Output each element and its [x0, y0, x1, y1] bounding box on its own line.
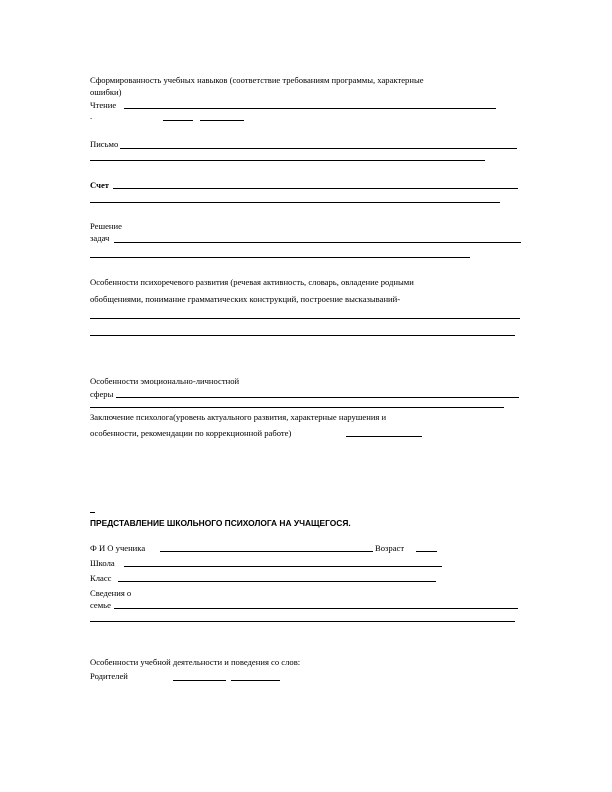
problems-label-continued: задач	[90, 233, 110, 243]
conclusion-label: Заключение психолога(уровень актуального развития, характерные нарушения и	[90, 412, 387, 422]
parents-field-1[interactable]	[173, 680, 226, 681]
age-label: Возраст	[375, 543, 405, 553]
speech-field-line-1[interactable]	[90, 318, 520, 319]
parents-field-2[interactable]	[231, 680, 280, 681]
family-info-label: Сведения о	[90, 588, 132, 598]
student-name-label: Ф И О ученика	[90, 543, 146, 553]
skills-heading: Сформированность учебных навыков (соответствие требованиям программы, характерные	[90, 75, 424, 85]
emotional-field-line-1[interactable]	[116, 397, 519, 398]
conclusion-label-continued: особенности, рекомендации по коррекционной работе)	[90, 428, 292, 438]
reading-field-short-1[interactable]	[163, 120, 193, 121]
problems-field-line-2[interactable]	[90, 257, 470, 258]
writing-field-line-2[interactable]	[90, 160, 485, 161]
school-label: Школа	[90, 558, 115, 568]
age-field[interactable]	[416, 551, 437, 552]
family-info-field-line-1[interactable]	[114, 608, 518, 609]
writing-field-line-1[interactable]	[120, 148, 517, 149]
emotional-field-line-2[interactable]	[90, 407, 504, 408]
counting-label: Счет	[90, 180, 109, 190]
school-field[interactable]	[124, 566, 442, 567]
reading-field-short-2[interactable]	[200, 120, 244, 121]
reading-field-line[interactable]	[124, 108, 496, 109]
parents-label: Родителей	[90, 671, 128, 681]
family-info-field-line-2[interactable]	[90, 621, 515, 622]
emotional-sphere-label-continued: сферы	[90, 389, 114, 399]
writing-label: Письмо	[90, 139, 119, 149]
speech-development-label: Особенности психоречевого развития (речевая активность, словарь, овладение родными	[90, 277, 414, 287]
heading-dash	[90, 512, 95, 513]
counting-field-line-2[interactable]	[90, 202, 500, 203]
family-info-label-continued: семье	[90, 600, 111, 610]
representation-title: ПРЕДСТАВЛЕНИЕ ШКОЛЬНОГО ПСИХОЛОГА НА УЧАЩЕГОСЯ.	[90, 518, 351, 528]
counting-field-line-1[interactable]	[113, 188, 518, 189]
bullet-mark: .	[90, 111, 93, 121]
emotional-sphere-label: Особенности эмоционально-личностной	[90, 376, 240, 386]
skills-heading-continued: ошибки)	[90, 87, 122, 97]
student-name-field[interactable]	[160, 551, 373, 552]
class-label: Класс	[90, 573, 112, 583]
speech-development-label-continued: обобщениями, понимание грамматических конструкций, построение высказываний-	[90, 294, 401, 304]
speech-field-line-2[interactable]	[90, 335, 515, 336]
problems-field-line-1[interactable]	[114, 242, 521, 243]
problems-label: Решение	[90, 221, 122, 231]
conclusion-field-line[interactable]	[346, 436, 422, 437]
class-field[interactable]	[118, 581, 436, 582]
behavior-label: Особенности учебной деятельности и поведения со слов:	[90, 657, 301, 667]
reading-label: Чтение	[90, 100, 117, 110]
